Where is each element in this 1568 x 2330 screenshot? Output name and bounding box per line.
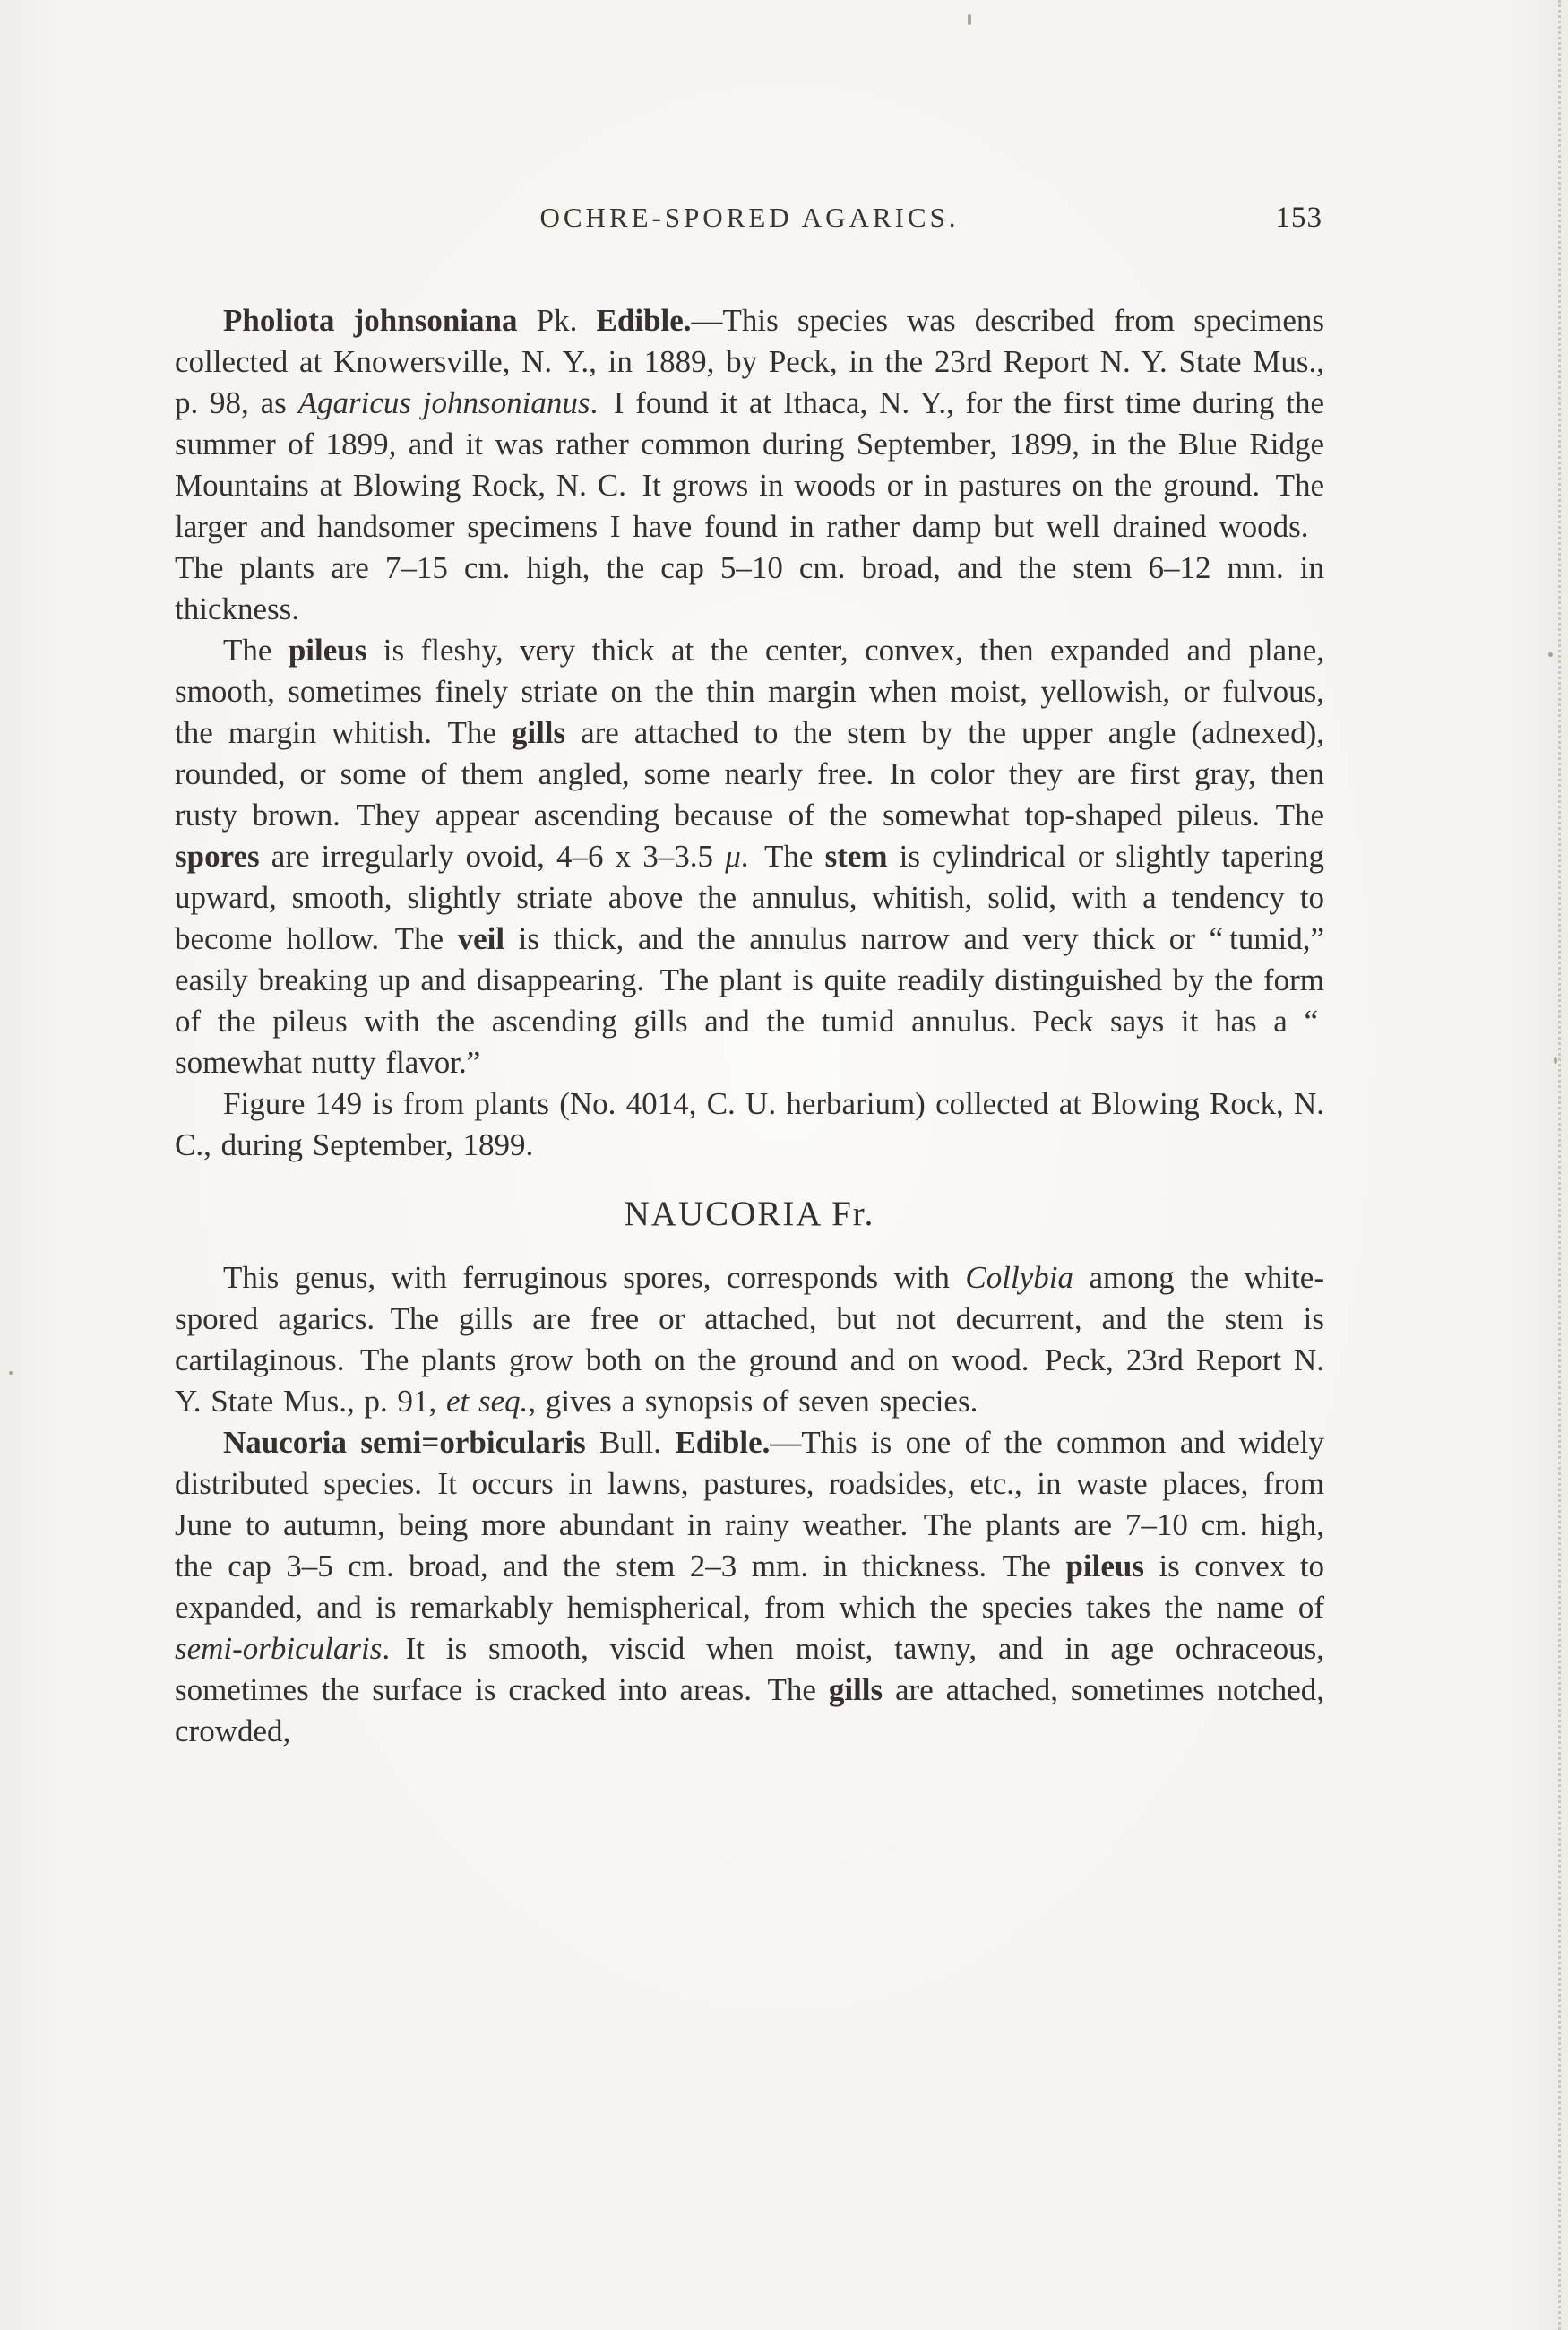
scan-speck: [9, 1371, 13, 1375]
text-segment: among the white-spored agarics. The gills are free or attached, but not decurrent, and the stem is cartilaginous. The plants grow both on the ground and on wood. Peck, 23rd Report N. Y. State Mus., p. 91,: [175, 1260, 1324, 1419]
text-segment: Edible.: [596, 303, 692, 338]
text-segment: Figure 149 is from plants (No. 4014, C. U. herbarium) collected at Blowing Rock, N. C., during September, 1899.: [175, 1086, 1324, 1162]
page-header: [175, 202, 1324, 248]
paragraph-naucoria-genus: [175, 1257, 1324, 1422]
paragraph-figure-reference: [175, 1083, 1324, 1166]
text-segment: —This species was described from specimens collected at Knowersville, N. Y., in 1889, by Peck, in the 23rd Report N. Y. State Mus., p. 98, as: [175, 303, 1325, 420]
text-segment: is convex to expanded, and is remarkably hemispherical, from which the species takes the name of: [175, 1549, 1324, 1625]
running-title: OCHRE-SPORED AGARICS.: [539, 202, 960, 233]
scan-speck: [1554, 1057, 1557, 1064]
text-segment: Edible.: [675, 1425, 771, 1460]
text-segment: , gives a synopsis of seven species.: [528, 1384, 978, 1419]
text-segment: Naucoria semi=orbicularis: [223, 1425, 586, 1460]
text-segment: is thick, and the annulus narrow and very thick or “ tumid,” easily breaking up and disappearing. The plant is quite readily distinguished by the form of the pileus with the ascending gills and the tumid annulus. Peck says it has a “ somewhat nutty flavor.”: [175, 921, 1324, 1080]
text-segment: . The: [740, 839, 825, 874]
text-segment: The: [223, 633, 289, 668]
paragraph-naucoria-semi-orbicularis: [175, 1422, 1324, 1752]
text-segment: semi-orbicularis: [175, 1631, 383, 1666]
section-heading-naucoria: NAUCORIA Fr.: [624, 1195, 875, 1233]
text-segment: is fleshy, very thick at the center, convex, then expanded and plane, smooth, sometimes finely striate on the thin margin when moist, yellowish, or fulvous, the margin whitish. The: [175, 633, 1325, 750]
text-segment: stem: [824, 839, 888, 874]
text-segment: spores: [175, 839, 260, 874]
text-segment: is cylindrical or slightly tapering upward, smooth, slightly striate above the annulus, whitish, solid, with a tendency to become hollow. The: [175, 839, 1324, 956]
text-segment: . It is smooth, viscid when moist, tawny, and in age ochraceous, sometimes the surface is cracked into areas. The: [175, 1631, 1324, 1707]
paragraph-pholiota-johnsoniana: [175, 300, 1324, 630]
text-segment: pileus: [1065, 1549, 1144, 1584]
text-segment: This genus, with ferruginous spores, corresponds with: [223, 1260, 966, 1295]
text-segment: μ: [725, 839, 741, 874]
text-segment: Pholiota johnsoniana: [223, 303, 518, 338]
scan-speck: [968, 14, 971, 25]
page-edge-artifact: [1558, 0, 1561, 2330]
text-segment: —This is one of the common and widely distributed species. It occurs in lawns, pastures, roadsides, etc., in waste places, from June to autumn, being more abundant in rainy weather. The plants are 7–10 cm. high, the cap 3–5 cm. broad, and the stem 2–3 mm. in thickness. The: [175, 1425, 1324, 1584]
text-segment: are attached to the stem by the upper angle (adnexed), rounded, or some of them angled, some nearly free. In color they are first gray, then rusty brown. They appear ascending because of the somewhat top-shaped pileus. The: [175, 715, 1324, 833]
text-segment: veil: [457, 921, 505, 956]
paragraph-pholiota-description: [175, 630, 1324, 1083]
text-segment: Pk.: [517, 303, 597, 338]
text-segment: Bull.: [585, 1425, 676, 1460]
text-segment: . I found it at Ithaca, N. Y., for the first time during the summer of 1899, and it was rather common during September, 1899, in the Blue Ridge Mountains at Blowing Rock, N. C. It grows in woods or in pastures on the ground. The larger and handsomer specimens I have found in rather damp but well drained woods. The plants are 7–15 cm. high, the cap 5–10 cm. broad, and the stem 6–12 mm. in thickness.: [175, 385, 1324, 626]
text-segment: Collybia: [965, 1260, 1073, 1295]
text-segment: et seq.: [446, 1384, 529, 1419]
scan-speck: [1548, 652, 1553, 657]
text-segment: are irregularly ovoid, 4–6 x 3–3.5: [259, 839, 726, 874]
page-number: 153: [1275, 202, 1322, 234]
text-segment: gills: [828, 1672, 883, 1707]
text-block: [175, 202, 1324, 1752]
text-segment: are attached, sometimes notched, crowded,: [175, 1672, 1324, 1748]
text-segment: Agaricus johnsonianus: [297, 385, 590, 420]
text-segment: pileus: [288, 633, 367, 668]
text-segment: gills: [511, 715, 566, 750]
